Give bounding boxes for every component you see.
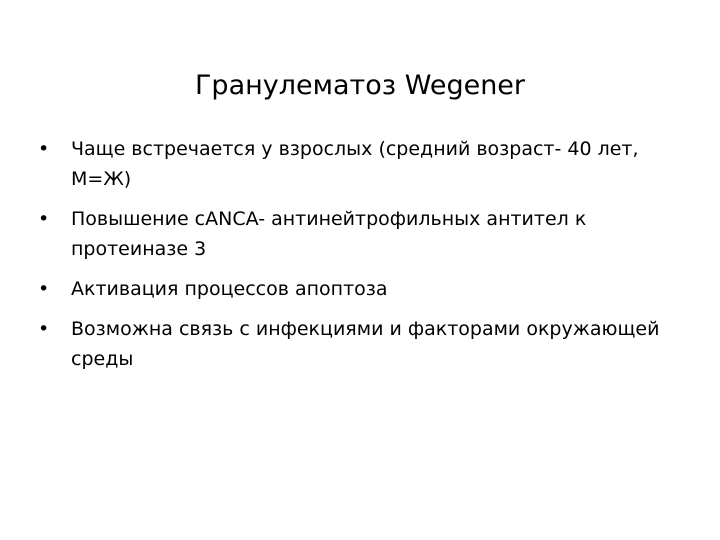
bullet-list [36, 134, 686, 384]
bullet-item [36, 134, 686, 194]
bullet-item [36, 314, 686, 374]
bullet-text: Возможна связь с инфекциями и факторами окружающей среды [71, 318, 660, 370]
bullet-text: Повышение cANCA- антинейтрофильных антител к протеиназе 3 [71, 208, 587, 260]
slide-title: Гранулематоз Wegener [194, 70, 526, 102]
bullet-item [36, 274, 686, 304]
bullet-text: Активация процессов апоптоза [71, 278, 388, 300]
bullet-dot-icon: • [38, 138, 50, 160]
bullet-dot-icon: • [38, 278, 50, 300]
bullet-dot-icon: • [38, 208, 50, 230]
bullet-dot-icon: • [38, 318, 50, 340]
bullet-text: Чаще встречается у взрослых (средний возраст- 40 лет, М=Ж) [71, 138, 639, 190]
bullet-item [36, 204, 686, 264]
